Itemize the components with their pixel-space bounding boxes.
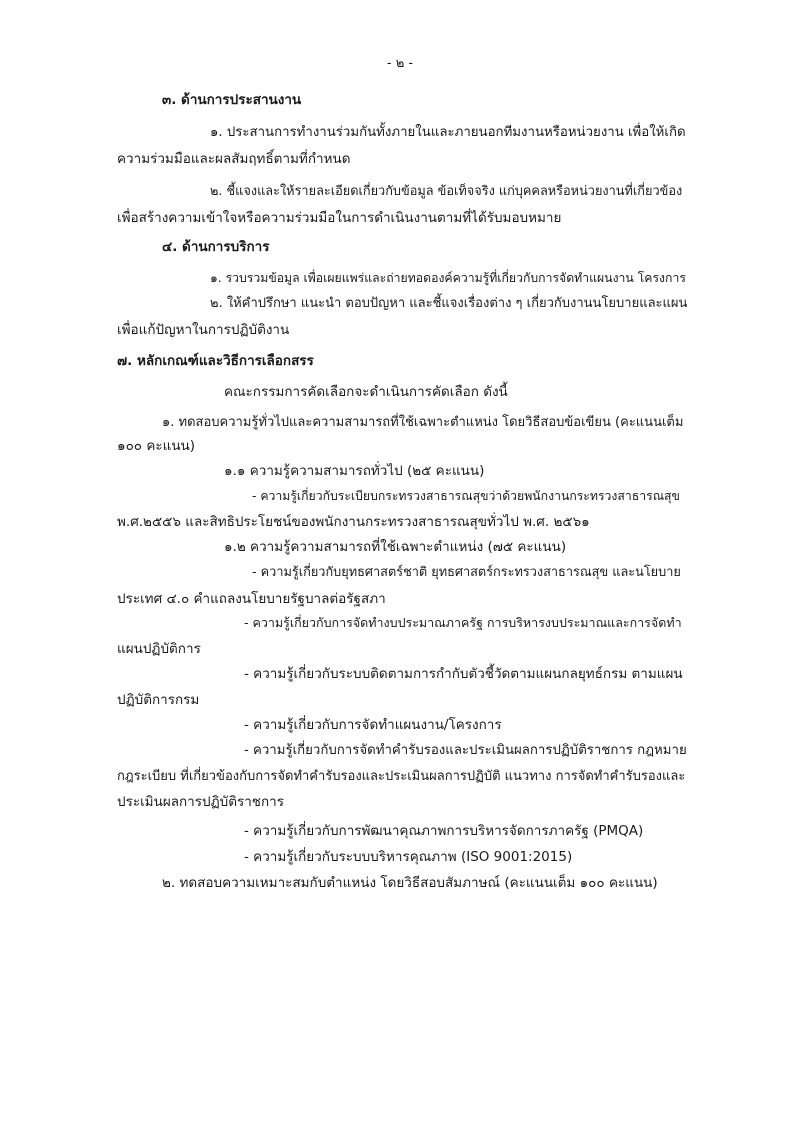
paragraph-line: เพื่อแก้ปัญหาในการปฏิบัติงาน (117, 322, 290, 338)
paragraph-line: ๒. ทดสอบความเหมาะสมกับตำแหน่ง โดยวิธีสอบสัมภาษณ์ (คะแนนเต็ม ๑๐๐ คะแนน) (162, 875, 658, 891)
paragraph-line: - ความรู้เกี่ยวกับระเบียบกระทรวงสาธารณสุขว่าด้วยพนักงานกระทรวงสาธารณสุข (252, 489, 680, 503)
paragraph-line: ประเทศ ๔.๐ คำแถลงนโยบายรัฐบาลต่อรัฐสภา (117, 591, 386, 607)
paragraph-line: ๒. ให้คำปรึกษา แนะนำ ตอบปัญหา และชี้แจงเรื่องต่าง ๆ เกี่ยวกับงานนโยบายและแผน (210, 296, 688, 311)
paragraph-line: เพื่อสร้างความเข้าใจหรือความร่วมมือในการดำเนินงานตามที่ได้รับมอบหมาย (117, 210, 562, 226)
paragraph-line: - ความรู้เกี่ยวกับการจัดทำแผนงาน/โครงการ (244, 717, 502, 733)
section-heading-selection-criteria: ๗. หลักเกณฑ์และวิธีการเลือกสรร (117, 353, 314, 369)
paragraph-line: - ความรู้เกี่ยวกับระบบติดตามการกำกับตัวชี้วัดตามแผนกลยุทธ์กรม ตามแผน (244, 666, 683, 682)
paragraph-line: ๑. รวบรวมข้อมูล เพื่อเผยแพร่และถ่ายทอดองค์ความรู้ที่เกี่ยวกับการจัดทำแผนงาน โครงการ (210, 271, 686, 285)
paragraph-line: ๑๐๐ คะแนน) (117, 438, 196, 454)
paragraph-line: กฎระเบียบ ที่เกี่ยวข้องกับการจัดทำคำรับรองและประเมินผลการปฏิบัติ แนวทาง การจัดทำคำรับรองและ (117, 769, 686, 784)
paragraph-line: พ.ศ.๒๕๕๖ และสิทธิประโยชน์ของพนักงานกระทรวงสาธารณสุขทั่วไป พ.ศ. ๒๕๖๑ (117, 514, 590, 530)
paragraph-line: - ความรู้เกี่ยวกับการจัดทำคำรับรองและประเมินผลการปฏิบัติราชการ กฎหมาย (244, 743, 687, 758)
paragraph-line: ประเมินผลการปฏิบัติราชการ (117, 794, 284, 810)
paragraph-line: คณะกรรมการคัดเลือกจะดำเนินการคัดเลือก ดังนี้ (224, 384, 508, 400)
paragraph-line: ๑.๒ ความรู้ความสามารถที่ใช้เฉพาะตำแหน่ง (๗๕ คะแนน) (224, 539, 567, 555)
paragraph-line: ๒. ชี้แจงและให้รายละเอียดเกี่ยวกับข้อมูล ข้อเท็จจริง แก่บุคคลหรือหน่วยงานที่เกี่ยวข้อง (210, 184, 683, 199)
page-number: - ๒ - (386, 56, 414, 71)
section-heading-coordination: ๓. ด้านการประสานงาน (162, 92, 302, 108)
section-heading-service: ๔. ด้านการบริการ (162, 239, 270, 255)
paragraph-line: ปฏิบัติการกรม (117, 692, 200, 708)
paragraph-line: - ความรู้เกี่ยวกับยุทธศาสตร์ชาติ ยุทธศาสตร์กระทรวงสาธารณสุข และนโยบาย (252, 565, 681, 580)
paragraph-line: - ความรู้เกี่ยวกับการพัฒนาคุณภาพการบริหารจัดการภาครัฐ (PMQA) (244, 823, 644, 839)
paragraph-line: ๑.๑ ความรู้ความสามารถทั่วไป (๒๕ คะแนน) (224, 463, 485, 479)
paragraph-line: - ความรู้เกี่ยวกับระบบบริหารคุณภาพ (ISO 9001:2015) (244, 849, 573, 865)
paragraph-line: ๑. ประสานการทำงานร่วมกันทั้งภายในและภายนอกทีมงานหรือหน่วยงาน เพื่อให้เกิด (210, 125, 686, 140)
paragraph-line: แผนปฏิบัติการ (117, 641, 201, 657)
paragraph-line: - ความรู้เกี่ยวกับการจัดทำงบประมาณภาครัฐ การบริหารงบประมาณและการจัดทำ (244, 615, 682, 630)
paragraph-line: ความร่วมมือและผลสัมฤทธิ์ตามที่กำหนด (117, 151, 351, 167)
paragraph-line: ๑. ทดสอบความรู้ทั่วไปและความสามารถที่ใช้เฉพาะตำแหน่ง โดยวิธีสอบข้อเขียน (คะแนนเต็ม (162, 415, 684, 430)
